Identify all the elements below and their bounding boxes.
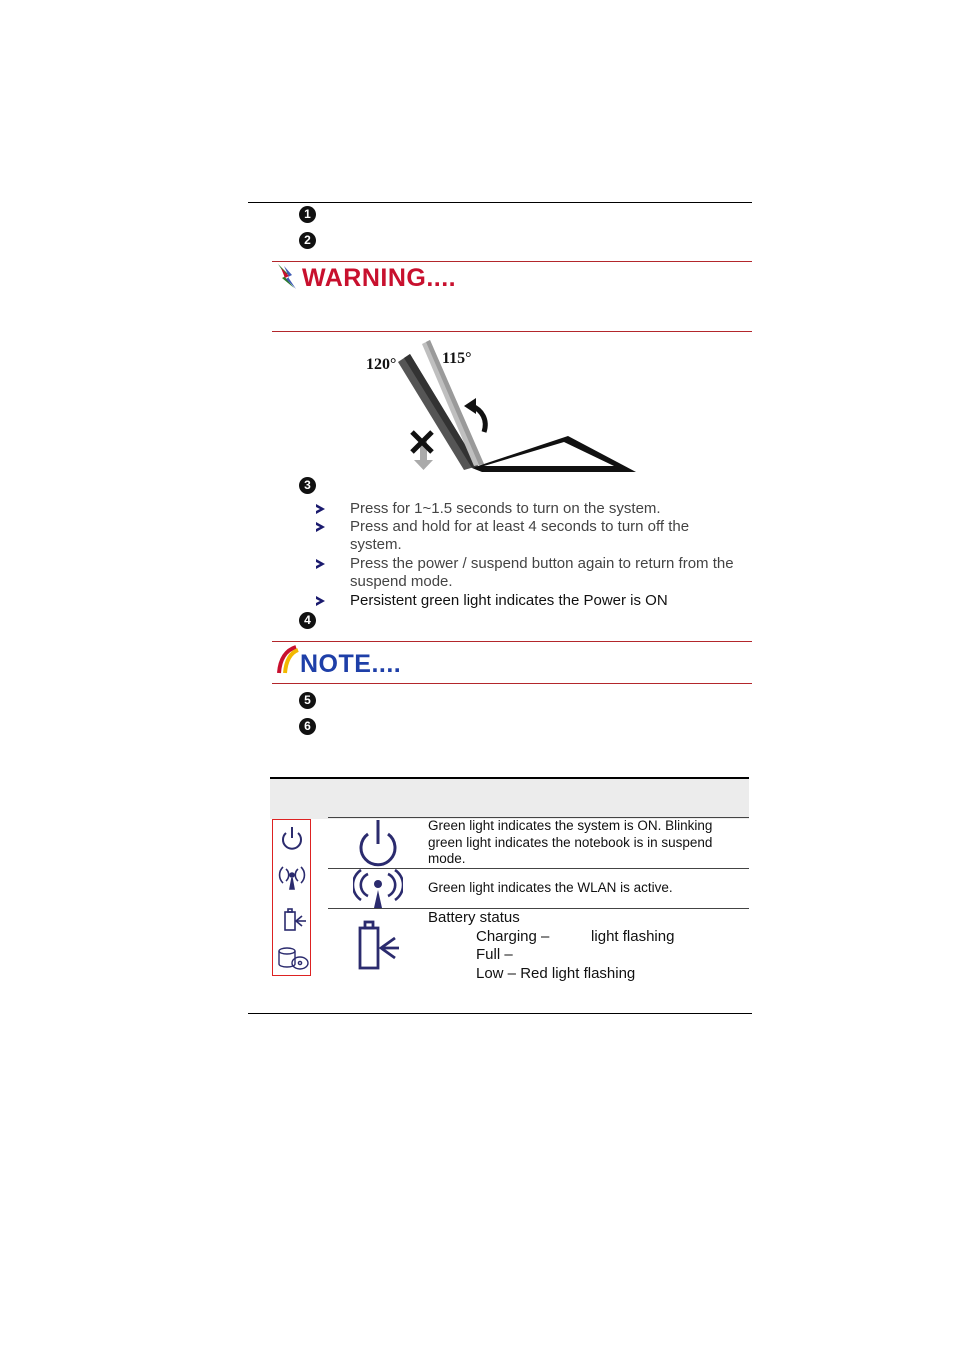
battery-icon [355,918,401,972]
step-number-3: 3 [299,477,316,494]
power-bullet-3: Press the power / suspend button again to return from the suspend mode. [350,555,734,590]
step-number-5: 5 [299,692,316,709]
bullet-arrow-icon [316,559,325,569]
bullet-arrow-icon [316,504,325,514]
table-row-divider [328,908,749,909]
warning-top-rule [272,261,752,262]
note-bottom-rule [272,683,752,684]
note-icon [276,645,300,675]
note-title: NOTE.... [300,650,402,678]
step-number-6: 6 [299,718,316,735]
power-icon [283,827,301,849]
battery-full-line: Full – [476,946,513,963]
warning-title: WARNING.... [302,264,457,292]
step-number-4: 4 [299,612,316,629]
bullet-arrow-icon [316,596,325,606]
step-number-1: 1 [299,206,316,223]
note-top-rule [272,641,752,642]
power-bullet-2: Press and hold for at least 4 seconds to turn off the system. [350,518,690,553]
top-rule [248,202,752,203]
warning-bottom-rule [272,331,752,332]
angle-label-115: 115° [442,350,472,367]
indicator-panel [272,819,311,976]
power-icon [354,818,402,868]
bottom-rule [248,1013,752,1014]
wlan-icon [353,866,403,908]
bullet-arrow-icon [316,522,325,532]
disk-icon [279,948,308,969]
warning-icon [276,264,300,290]
hinge-angle-illustration [360,336,640,476]
battery-status-title: Battery status [428,909,520,926]
battery-low-line: Low – Red light flashing [476,965,636,982]
power-indicator-description: Green light indicates the system is ON. Blinking green light indicates the notebook is in suspend mode. [428,818,713,866]
angle-label-120: 120° [366,356,397,373]
step-number-2: 2 [299,232,316,249]
power-bullet-1: Press for 1~1.5 seconds to turn on the system. [350,500,661,517]
indicator-table-header [270,777,749,819]
power-bullet-4: Persistent green light indicates the Power is ON [350,592,668,609]
battery-icon [285,909,306,930]
wlan-indicator-description: Green light indicates the WLAN is active. [428,880,673,895]
battery-charging-line: Charging – light flashing [476,928,675,945]
wlan-icon [280,867,305,889]
